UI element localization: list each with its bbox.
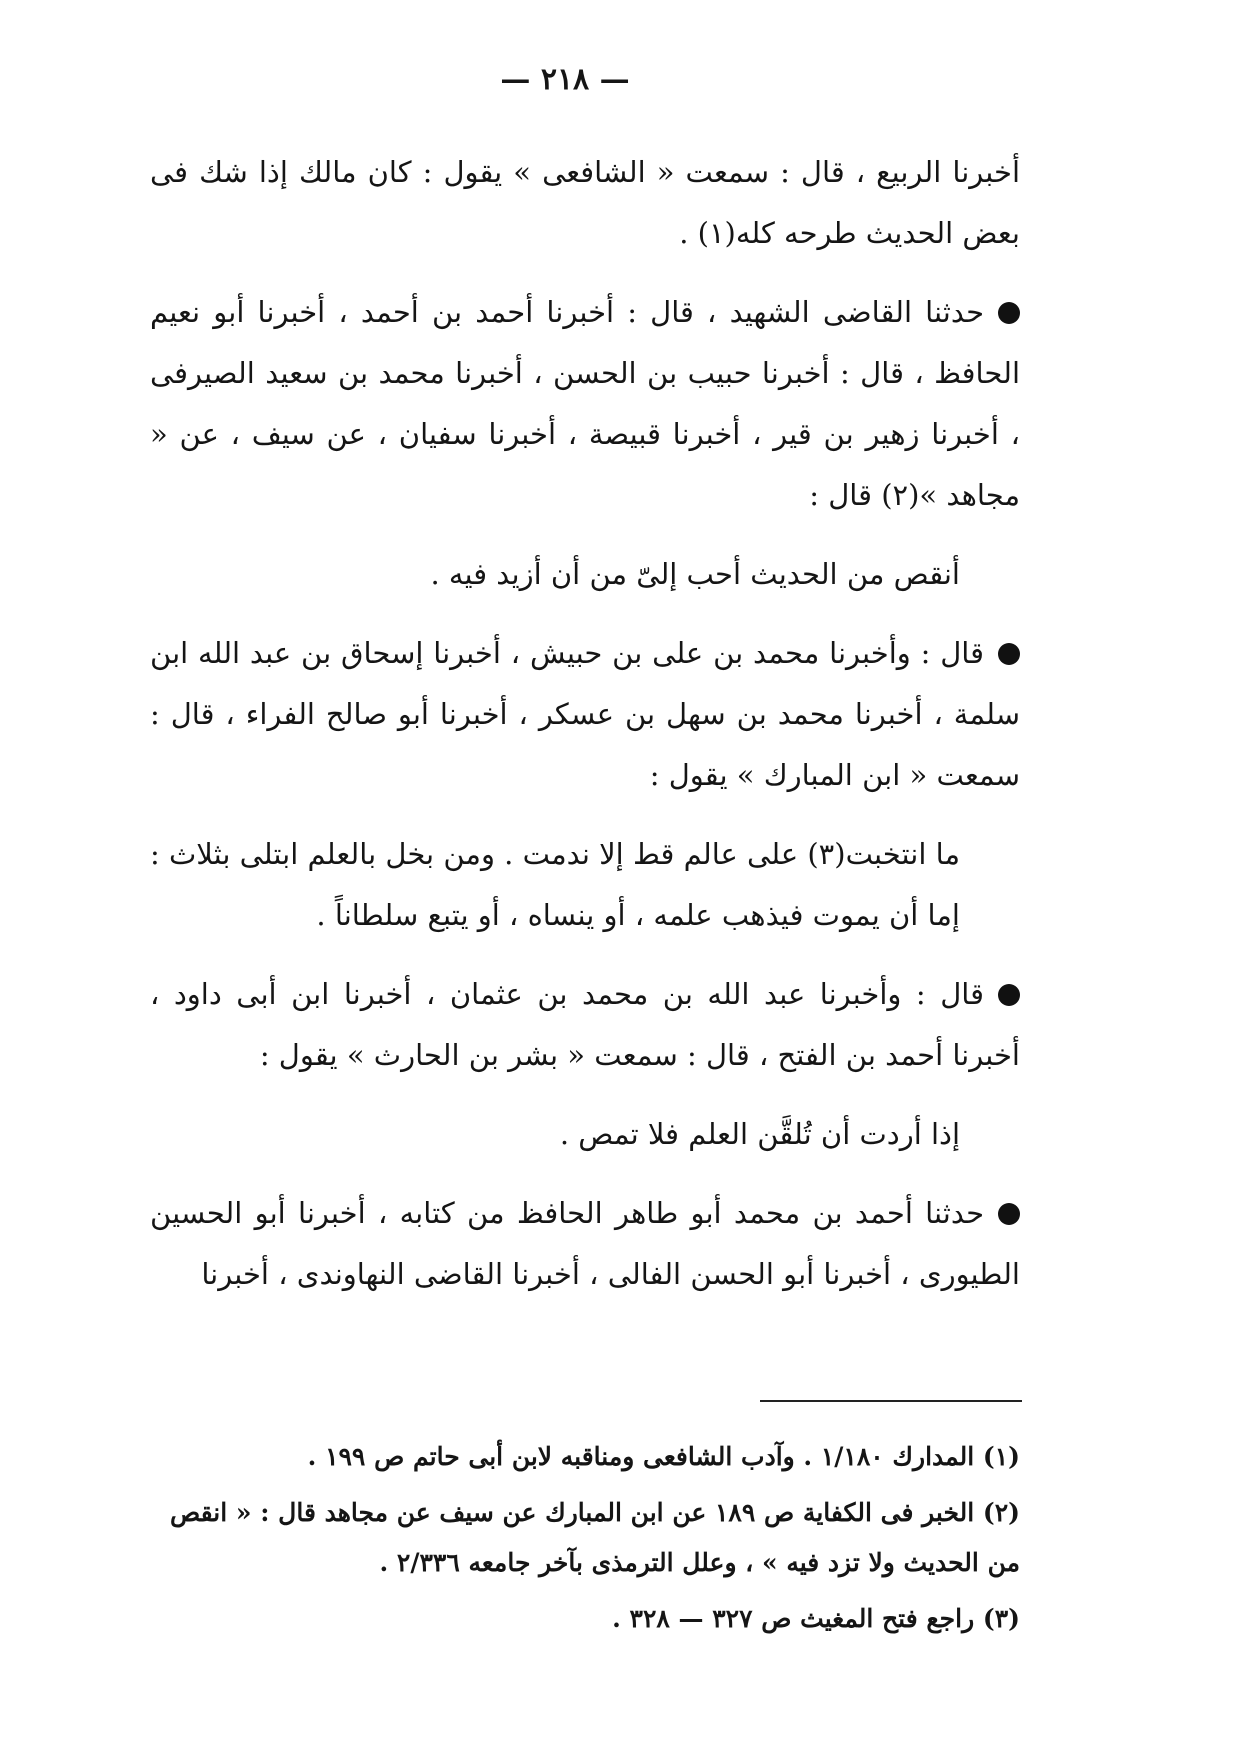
bullet-icon bbox=[998, 302, 1020, 324]
paragraph-text: حدثنا أحمد بن محمد أبو طاهر الحافظ من كتابه ، أخبرنا أبو الحسين الطيورى ، أخبرنا أبو الحسن الفالى ، أخبرنا القاضى النهاوندى ، أخبرنا bbox=[150, 1196, 1020, 1291]
footnote-text: الخبر فى الكفاية ص ١٨٩ عن ابن المبارك عن سيف عن مجاهد قال : « انقص من الحديث ولا تزد فيه » ، وعلل الترمذى بآخر جامعه ٢/٣٣٦ . bbox=[170, 1498, 1020, 1577]
quote-text: ما انتخبت(٣) على عالم قط إلا ندمت . ومن بخل بالعلم ابتلى بثلاث : إما أن يموت فيذهب علمه ، أو ينساه ، أو يتبع سلطاناً . bbox=[150, 837, 960, 932]
footnote-marker: (٢) bbox=[982, 1498, 1020, 1527]
footnote-1 bbox=[150, 1432, 1020, 1482]
paragraph-text: قال : وأخبرنا عبد الله بن محمد بن عثمان ، أخبرنا ابن أبى داود ، أخبرنا أحمد بن الفتح ، قال : سمعت « بشر بن الحارث » يقول : bbox=[150, 977, 1020, 1072]
paragraph-4 bbox=[150, 964, 1020, 1086]
paragraph-text: قال : وأخبرنا محمد بن على بن حبيش ، أخبرنا إسحاق بن عبد الله ابن سلمة ، أخبرنا محمد بن سهل بن عسكر ، أخبرنا أبو صالح الفراء ، قال : سمعت « ابن المبارك » يقول : bbox=[150, 636, 1020, 792]
quote-2 bbox=[150, 824, 1020, 946]
quote-3 bbox=[150, 1104, 1020, 1165]
paragraph-text: حدثنا القاضى الشهيد ، قال : أخبرنا أحمد بن أحمد ، أخبرنا أبو نعيم الحافظ ، قال : أخبرنا حبيب بن الحسن ، أخبرنا محمد بن سعيد الصيرفى ، أخبرنا زهير بن قير ، أخبرنا قبيصة ، أخبرنا سفيان ، عن سيف ، عن « مجاهد »(٢) قال : bbox=[150, 295, 1020, 512]
footnote-text: المدارك ١/١٨٠ . وآدب الشافعى ومناقبه لابن أبى حاتم ص ١٩٩ . bbox=[307, 1442, 975, 1471]
footnote-3 bbox=[150, 1594, 1020, 1644]
paragraph-2 bbox=[150, 282, 1020, 526]
quote-1 bbox=[150, 544, 1020, 605]
page-number: — ٢١٨ — bbox=[500, 62, 630, 97]
bullet-icon bbox=[998, 984, 1020, 1006]
main-text bbox=[150, 142, 1020, 1323]
footnote-marker: (١) bbox=[982, 1442, 1020, 1471]
footnote-2 bbox=[150, 1488, 1020, 1588]
quote-text: إذا أردت أن تُلقَّن العلم فلا تمص . bbox=[559, 1117, 960, 1151]
paragraph-3 bbox=[150, 623, 1020, 806]
paragraph-text: أخبرنا الربيع ، قال : سمعت « الشافعى » يقول : كان مالك إذا شك فى بعض الحديث طرحه كله(١) . bbox=[150, 155, 1020, 250]
paragraph-1 bbox=[150, 142, 1020, 264]
footnote-text: راجع فتح المغيث ص ٣٢٧ — ٣٢٨ . bbox=[612, 1604, 975, 1633]
paragraph-5 bbox=[150, 1183, 1020, 1305]
bullet-icon bbox=[998, 1203, 1020, 1225]
footnote-divider bbox=[760, 1400, 1022, 1402]
footnote-marker: (٣) bbox=[982, 1604, 1020, 1633]
footnotes bbox=[150, 1432, 1020, 1650]
quote-text: أنقص من الحديث أحب إلىّ من أن أزيد فيه . bbox=[430, 557, 960, 591]
bullet-icon bbox=[998, 643, 1020, 665]
